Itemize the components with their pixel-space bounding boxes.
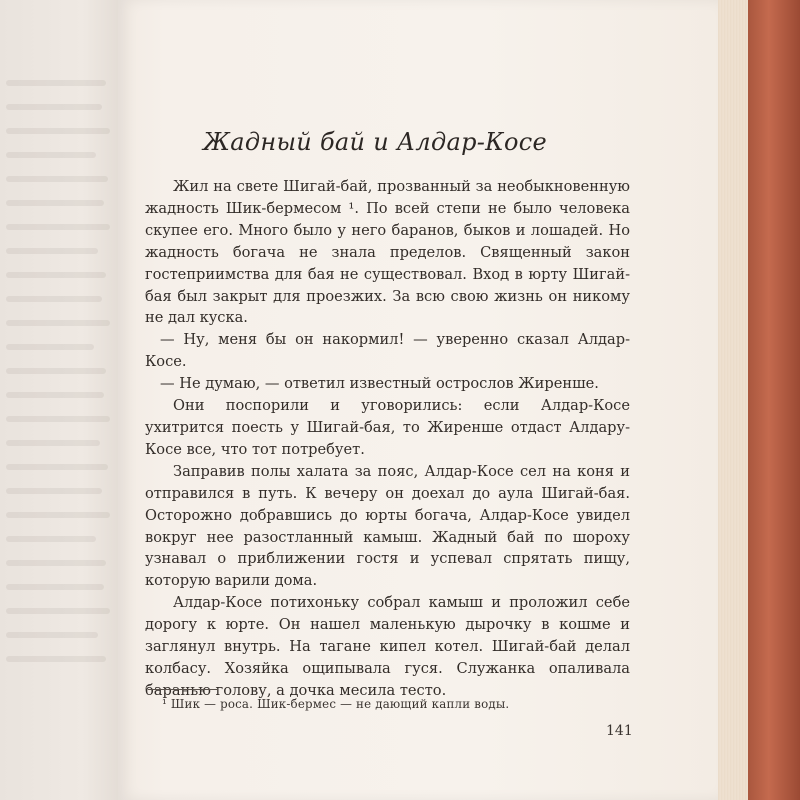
paragraph: Алдар-Косе потихоньку собрал камыш и проложил себе дорогу к юрте. Он нашел маленькую дырочку в кошме и заглянул внутрь. На тагане кипел котел. Шигай-бай делал колбасу. Хозяйка ощипывала гуся. Служанка опаливала баранью голову, а дочка месила тесто.	[145, 594, 630, 699]
paragraph: Они поспорили и уговорились: если Алдар-Косе ухитрится поесть у Шигай-бая, то Жиренше отдаст Алдару-Косе все, что тот потребует.	[145, 397, 630, 458]
chapter-title: Жадный бай и Алдар-Косе	[202, 128, 548, 156]
paragraph: Жил на свете Шигай-бай, прозванный за необыкновенную жадность Шик-бермесом ¹. По всей степи не было человека скупее его. Много было у него баранов, быков и лошадей. Но жадность богача не знала пределов. Священный закон гостеприимства для бая не существовал. Вход в юрту Шигай-бая был закрыт для проезжих. За всю свою жизнь он никому не дал куска.	[145, 178, 630, 327]
footnote: ¹ Шик — роса. Шик-бермес — не дающий капли воды.	[162, 697, 510, 711]
paragraph: Заправив полы халата за пояс, Алдар-Косе сел на коня и отправился в путь. К вечеру он доехал до аула Шигай-бая. Осторожно добравшись до юрты богача, Алдар-Косе увидел вокруг нее разостланный камыш. Жадный бай по шороху узнавал о приближении гостя и успевал спрятать пищу, которую варили дома.	[145, 462, 630, 590]
paragraph: — Ну, меня бы он накормил! — уверенно сказал Алдар-Косе.	[145, 331, 630, 371]
footnote-divider	[148, 689, 218, 690]
left-page-blurred	[0, 0, 118, 800]
page-edges	[718, 0, 748, 800]
page-number: 141	[606, 723, 633, 739]
book-cover	[748, 0, 800, 800]
paragraph: — Не думаю, — ответил известный острослов Жиренше.	[160, 375, 599, 393]
body-text	[145, 176, 630, 702]
